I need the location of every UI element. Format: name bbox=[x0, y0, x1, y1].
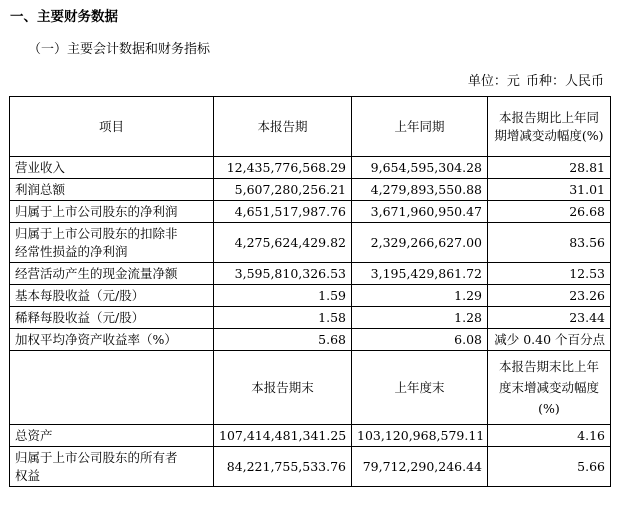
row-item-label-line: 总资产 bbox=[15, 427, 53, 443]
row-item-label bbox=[10, 223, 214, 263]
row-item-label bbox=[10, 201, 214, 223]
row-item-label-line: 归属于上市公司股东的净利润 bbox=[15, 203, 178, 219]
section-title: 一、主要财务数据 bbox=[10, 9, 118, 25]
row-current-value: 107,414,481,341.25 bbox=[214, 425, 352, 447]
row-item-label bbox=[10, 263, 214, 285]
header-change-line1: 本报告期比上年同 bbox=[498, 109, 599, 125]
row-item-label-line: 归属于上市公司股东的扣除非 bbox=[15, 225, 178, 241]
row-item-label bbox=[10, 179, 214, 201]
financial-data-table bbox=[9, 96, 611, 487]
row-prior-value: 79,712,290,246.44 bbox=[352, 447, 488, 487]
header-item: 项目 bbox=[10, 97, 214, 157]
row-change-value: 23.44 bbox=[488, 307, 611, 329]
table-row bbox=[10, 201, 611, 223]
row-item-label-line: 归属于上市公司股东的所有者 bbox=[15, 449, 178, 465]
row-item-label bbox=[10, 307, 214, 329]
row-change-value: 23.26 bbox=[488, 285, 611, 307]
header-current: 本报告期 bbox=[214, 97, 352, 157]
subheader-change bbox=[488, 351, 611, 425]
table-row bbox=[10, 329, 611, 351]
row-current-value: 1.59 bbox=[214, 285, 352, 307]
row-current-value: 12,435,776,568.29 bbox=[214, 157, 352, 179]
table-row bbox=[10, 263, 611, 285]
row-prior-value: 1.29 bbox=[352, 285, 488, 307]
row-change-value: 4.16 bbox=[488, 425, 611, 447]
row-current-value: 1.58 bbox=[214, 307, 352, 329]
row-current-value: 3,595,810,326.53 bbox=[214, 263, 352, 285]
subheader-current: 本报告期末 bbox=[214, 351, 352, 425]
row-item-label bbox=[10, 285, 214, 307]
table-row bbox=[10, 447, 611, 487]
row-item-label-line: 基本每股收益（元/股） bbox=[15, 287, 145, 303]
table-row bbox=[10, 307, 611, 329]
row-item-label-line: 经常性损益的净利润 bbox=[15, 243, 128, 259]
row-item-label-line: 经营活动产生的现金流量净额 bbox=[15, 265, 178, 281]
table-row bbox=[10, 157, 611, 179]
header-change-line2: 期增减变动幅度(%) bbox=[494, 127, 604, 143]
subheader-prior: 上年度末 bbox=[352, 351, 488, 425]
row-prior-value: 103,120,968,579.11 bbox=[352, 425, 488, 447]
row-item-label-line: 营业收入 bbox=[15, 159, 66, 175]
row-change-value: 31.01 bbox=[488, 179, 611, 201]
row-prior-value: 1.28 bbox=[352, 307, 488, 329]
row-prior-value: 9,654,595,304.28 bbox=[352, 157, 488, 179]
row-item-label-line: 加权平均净资产收益率（%） bbox=[15, 331, 177, 347]
table-row bbox=[10, 425, 611, 447]
row-prior-value: 4,279,893,550.88 bbox=[352, 179, 488, 201]
row-current-value: 4,275,624,429.82 bbox=[214, 223, 352, 263]
row-item-label-line: 权益 bbox=[15, 467, 41, 483]
subheader-change-line: (%) bbox=[538, 401, 560, 416]
row-change-value: 12.53 bbox=[488, 263, 611, 285]
header-prior: 上年同期 bbox=[352, 97, 488, 157]
table-subheader-row bbox=[10, 351, 611, 425]
table-row bbox=[10, 285, 611, 307]
row-current-value: 84,221,755,533.76 bbox=[214, 447, 352, 487]
unit-currency-note: 单位：元 币种：人民币 bbox=[467, 74, 604, 89]
row-item-label-line: 利润总额 bbox=[15, 181, 66, 197]
row-current-value: 5.68 bbox=[214, 329, 352, 351]
subheader-change-line: 度末增减变动幅度 bbox=[498, 380, 599, 395]
row-change-value: 83.56 bbox=[488, 223, 611, 263]
row-item-label-line: 稀释每股收益（元/股） bbox=[15, 309, 145, 325]
subsection-title: （一）主要会计数据和财务指标 bbox=[28, 42, 211, 57]
header-change bbox=[488, 97, 611, 157]
row-current-value: 5,607,280,256.21 bbox=[214, 179, 352, 201]
row-prior-value: 3,195,429,861.72 bbox=[352, 263, 488, 285]
row-change-value: 5.66 bbox=[488, 447, 611, 487]
row-item-label bbox=[10, 157, 214, 179]
row-prior-value: 2,329,266,627.00 bbox=[352, 223, 488, 263]
table-row bbox=[10, 223, 611, 263]
subheader-empty-cell bbox=[10, 351, 214, 425]
row-change-value: 28.81 bbox=[488, 157, 611, 179]
row-item-label bbox=[10, 329, 214, 351]
row-current-value: 4,651,517,987.76 bbox=[214, 201, 352, 223]
row-change-value: 26.68 bbox=[488, 201, 611, 223]
table-header-row bbox=[10, 97, 611, 157]
subheader-change-line: 本报告期末比上年 bbox=[498, 359, 599, 374]
row-item-label bbox=[10, 425, 214, 447]
table-row bbox=[10, 179, 611, 201]
row-change-value: 减少 0.40 个百分点 bbox=[488, 329, 611, 351]
row-prior-value: 6.08 bbox=[352, 329, 488, 351]
row-item-label bbox=[10, 447, 214, 487]
row-prior-value: 3,671,960,950.47 bbox=[352, 201, 488, 223]
